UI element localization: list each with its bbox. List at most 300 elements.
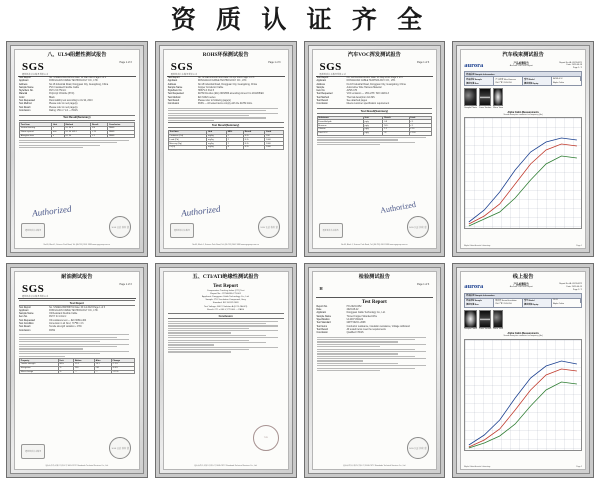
chart-subtitle: Sound absorption coefficient vs frequency (Hz) [503, 113, 543, 116]
header-meta: Page 1 of 3 [417, 282, 430, 286]
info-label: 样品名称 Sample [465, 299, 494, 303]
header-meta: Page 1 of 3 [119, 282, 132, 286]
field-key: Conclusion [316, 332, 328, 335]
report-title: Test Report [361, 299, 387, 305]
field-value: VOC emission — VDA 278 / ISO 12219-3 [346, 93, 389, 96]
header-meta: Page 1 of 3 [268, 61, 281, 64]
sgs-logo: SGS [22, 282, 45, 295]
field-key: Test Result [167, 100, 180, 103]
cell: Formaldehyde [317, 120, 363, 124]
field-key: Item No. [316, 90, 326, 93]
chart-subtitle: Sound absorption coefficient vs frequency (Hz) [503, 335, 543, 338]
field-key: Report No. [316, 305, 328, 308]
body-paragraph [164, 321, 288, 353]
field-value: DONGGUAN CABLE TECHNOLOGY CO., LTD. [49, 309, 99, 312]
sample-images [464, 88, 582, 109]
field-key: Test Report [19, 306, 31, 309]
certificate-card[interactable] [6, 263, 148, 479]
field-key: Color [19, 96, 25, 99]
cell: µg/g [363, 131, 383, 135]
field-key: Address [167, 83, 177, 86]
cell: < 5 [91, 134, 108, 138]
field-value: Oil Resistant Flexible Cable [49, 313, 78, 316]
info-label: 型号 Model [523, 299, 552, 303]
chart-curves [465, 118, 581, 228]
field-key: Date [316, 309, 322, 312]
certificate-caption: 耐油测试报告 [61, 273, 93, 280]
field-key: Address [316, 83, 325, 86]
sample-info-grid [464, 299, 582, 308]
cell: Benzene [317, 124, 363, 128]
column-header: Test Item [168, 130, 207, 134]
field-value: DONGGUAN CABLE TECHNOLOGY CO., LTD. [346, 80, 396, 83]
document-footer [461, 466, 585, 468]
table-row [20, 134, 135, 138]
ul-seal-icon: 通标标准技术服务 [21, 444, 45, 459]
body-line: Result: CTI = 600 V, PTI 600 — PASS [207, 308, 245, 311]
field-value: Dongguan Cable Technology Co., Ltd. [346, 312, 386, 315]
field-key: Test Method [316, 96, 330, 99]
field-key: Test Items [316, 325, 327, 328]
sgs-logo: SGS [22, 61, 45, 73]
footer-left: Alpha Cabin Acoustic Laboratory [464, 244, 491, 247]
body-paragraph [15, 140, 139, 148]
field-key: Specification [316, 319, 330, 322]
column-header: Test Item [20, 123, 52, 127]
field-value: No.18 Industrial Road, Dongguan City, Guangdong, China [197, 83, 257, 86]
document-footer: No.69, Block 1, Science Park Road, Tel: (86-755) 2601 1888 www.sgsgroup.com.cn [43, 243, 111, 246]
cell: µg/g [363, 124, 383, 128]
thumbnail-caption: Cross Section [478, 328, 492, 331]
frame-mat [159, 267, 293, 475]
cell: 2 [227, 138, 244, 142]
certificate-card[interactable] [452, 263, 594, 479]
document-footer: No.69, Block 1, Science Park Road, Tel: (86-755) 2601 1888 www.sgsgroup.com.cn [341, 243, 408, 246]
field-key: Test Result [316, 328, 328, 331]
signature-mark: Authorized [31, 203, 73, 219]
field-value: No.18 Industrial Road, Dongguan City, Guangdong, China [346, 83, 406, 86]
body-line: Comparative Tracking Index (CTI) Test [206, 289, 245, 292]
cell: µg/g [363, 128, 383, 132]
field-key: Test Standard [316, 322, 331, 325]
result-table [19, 122, 135, 138]
field-value: Please refer to following page(s) [197, 100, 231, 103]
field-value: Copper Conductor Cable [197, 86, 224, 89]
field-key: Test Result [19, 326, 31, 329]
conclusion-title: Conclusion [168, 313, 284, 319]
column-header: Unit [58, 359, 74, 363]
sgs-stamp-icon: SGS 认证 检验 章 [258, 216, 280, 238]
document-page [460, 271, 586, 471]
field-value: No. SHAEC2304556701 Date: 09 Jul 2023 Page 1 of 3 [49, 306, 106, 309]
report-title-cn: 产品检测报告 [513, 61, 530, 65]
certificate-card[interactable] [155, 41, 297, 257]
chart-title: Alpha Cabin Measurements [507, 332, 539, 336]
cell: mg/kg [207, 146, 227, 150]
field-key: Test Requested [167, 93, 184, 96]
field-key: Test Report [167, 77, 180, 79]
cell: Cadmium (Cd) [168, 134, 207, 138]
field-value: Polyvinyl Chloride (PVC) [49, 93, 75, 96]
info-label: 测试设备 Equip. [523, 81, 552, 85]
report-date: Date: 2023-06-18 [566, 64, 582, 67]
field-key: Sample Name [19, 313, 34, 316]
cell: PASS [108, 134, 135, 138]
field-value: RVV 2×0.75mm² [49, 90, 67, 93]
field-key: Sample Name [167, 86, 183, 89]
info-value: SI-20 [552, 299, 581, 303]
field-row [164, 103, 288, 106]
field-value: UL1007 AWG22 [346, 319, 364, 322]
certificate-card[interactable] [6, 41, 148, 257]
certificate-card[interactable] [304, 41, 446, 257]
field-value: No.18 Industrial Road, Dongguan City, Guangdong, China [49, 83, 109, 86]
report-label: Test Report [19, 300, 135, 306]
cell: 1000 [265, 146, 283, 150]
cell: < 25 [91, 130, 108, 134]
certificate-caption: 汽车VOC挥发测试报告 [347, 52, 401, 58]
cell: 280 [74, 366, 95, 370]
field-value: PVC Insulated Flexible Cable [49, 86, 79, 89]
frame-mat [456, 45, 590, 253]
chart-curves [465, 340, 581, 450]
cell: ≤ 5 [409, 120, 432, 124]
info-value: 23±2 ℃ / 50% RH [494, 303, 523, 307]
report-subtitle: Acoustic Lab Test Report [509, 64, 533, 67]
cell: 262 [94, 366, 111, 370]
ul-seal-icon: 通标标准技术服务 [319, 223, 343, 238]
field-key: Conclusion [19, 329, 31, 332]
column-header: Result [243, 130, 264, 134]
field-value: Please refer to next page(s). [49, 106, 79, 109]
certificates-grid [0, 38, 600, 484]
field-key: Test Result [316, 100, 328, 103]
field-key: Sample Name [19, 86, 34, 89]
document-header [18, 282, 136, 299]
cell: Mercury (Hg) [168, 142, 207, 146]
document-header [167, 60, 285, 77]
field-value: RVVY 4×1.0mm² [49, 316, 67, 319]
info-label: 样品名称 Sample [465, 77, 494, 81]
cell: N.D. [243, 142, 264, 146]
micro-view-thumbnail [493, 88, 503, 106]
info-label: 测试环境 Env. [465, 303, 494, 307]
info-value: 隔音棉 Sound Insulation [494, 299, 523, 303]
document-page [14, 271, 140, 471]
cell: ≤ 100 [409, 131, 432, 135]
cell: µg/g [363, 120, 383, 124]
field-value: Please refer to next page(s). [49, 103, 79, 106]
body-line: Sample: PVC Insulation Compound, Grey [205, 299, 246, 302]
certificate-card[interactable] [304, 263, 446, 479]
report-title: Test Report [213, 283, 239, 289]
field-value: AVSS 0.5f [346, 90, 358, 93]
signature-mark: Authorized [180, 203, 222, 219]
report-page: Page 2 / 2 [572, 288, 582, 291]
header-meta: Page 1 of 3 [119, 61, 132, 64]
certificate-caption: 五、CTI/ATI绝缘性测试报告 [192, 273, 259, 280]
column-header: Unit [52, 123, 65, 127]
field-value: No. GZHG2302334401 Date: 21 May 2023 Page 1 of 6 [346, 77, 403, 79]
cell: 14.1 [94, 363, 111, 367]
sgs-stamp-icon: SGS 认证 检验 章 [109, 437, 131, 459]
field-key: Conclusion [316, 103, 328, 106]
field-key: Applicant [19, 80, 29, 83]
document-footer: 通标标准技术服务有限公司 SGS-CSTC Standards Technical Services Co., Ltd. [343, 465, 406, 468]
field-value: PASS [49, 329, 56, 332]
frame-mat [10, 267, 144, 475]
cell: s [52, 127, 65, 131]
cell: Flame spread [20, 130, 52, 134]
frame-mat [10, 45, 144, 253]
field-value: DONGGUAN CABLE TECHNOLOGY CO., LTD. [197, 80, 247, 83]
sgs-stamp-icon: SGS 认证 检验 章 [407, 216, 429, 238]
field-value: RoHS Directive (EU) 2015/863 amending Annex II to 2011/65/EU [197, 93, 264, 96]
field-value: H05VV-F 3G1.5 [197, 90, 215, 93]
field-value: IEC 62321 series [197, 96, 216, 99]
frame-mat [159, 45, 293, 253]
footer-right: Page 1 [576, 244, 582, 247]
field-key: Material [19, 93, 28, 96]
body-line: Standard: IEC 60112:2009 [212, 302, 239, 305]
field-key: Conclusion [167, 103, 180, 106]
field-value: Thermal desorption GC-MS [346, 96, 375, 99]
cell: +1.1% [111, 370, 134, 374]
report-date: Date: 2023-06-19 [566, 285, 582, 288]
certificate-caption: 八、UL94阻燃性测试报告 [47, 52, 107, 58]
document-header [461, 60, 585, 70]
absorption-chart [464, 339, 582, 451]
field-row [313, 103, 437, 106]
field-key: Applicant [316, 312, 326, 315]
field-value: No. SHAEC2301234501 Date: 12 Mar 2023 Page 1 of 4 [49, 77, 107, 79]
field-value: Meets customer specification requirement [346, 103, 390, 106]
info-label: 型号 Model [523, 77, 552, 81]
field-value: Conductor resistance, Insulation resistance, Voltage withstand [346, 325, 410, 328]
frame-mat [456, 267, 590, 475]
info-label: 测试设备 Equip. [523, 303, 552, 307]
thumbnail-caption: Micro View [493, 106, 504, 109]
field-key: Applicant [167, 80, 178, 83]
cell: Vertical burning [20, 127, 52, 131]
certificate-caption: ROHS环保测试报告 [202, 52, 249, 58]
cell: mg/kg [207, 134, 227, 138]
report-title [510, 62, 533, 69]
cell: mm [52, 130, 65, 134]
field-key: Test Result [19, 106, 31, 109]
body-line: Test Voltage: 600 V Solution A (0.1% NH4Cl) [203, 305, 248, 308]
info-value: AVSS-0.5f [552, 77, 581, 81]
cell: 2 [227, 134, 244, 138]
field-key: Item No. [19, 316, 28, 319]
cell: 1000 [265, 138, 283, 142]
thumbnail-caption: Cross Section [478, 106, 492, 109]
info-value: Alpha Cabin [553, 303, 564, 306]
cell: 32 [383, 131, 409, 135]
header-meta: Page 1 of 3 [417, 61, 430, 64]
header-meta [559, 62, 582, 71]
field-key: Style/Item No. [167, 90, 183, 93]
cell: Lead (Pb) [168, 138, 207, 142]
field-row [15, 110, 139, 113]
sgs-stamp-icon: SGS 认证 检验 章 [109, 216, 131, 238]
cell: N.D. [383, 124, 409, 128]
field-key: Address [19, 83, 28, 86]
cell: PASS [108, 130, 135, 134]
info-value: 23±2 ℃ / 50% RH [494, 81, 523, 85]
body-paragraph [313, 137, 437, 145]
field-row [15, 330, 139, 333]
cell: s [52, 134, 65, 138]
field-key: Test Requested [19, 100, 35, 103]
certificate-card[interactable] [452, 41, 594, 257]
document-header [316, 282, 434, 298]
field-value: All tested items meet the requirements [346, 328, 386, 331]
thumbnail-caption: Micro View [493, 328, 504, 331]
sample-images [464, 310, 582, 331]
cell: UL 94 [64, 134, 90, 138]
cell: Toluene [317, 128, 363, 132]
aurora-logo: aurora [464, 61, 484, 69]
field-value: 2023-08-22 [346, 309, 359, 312]
column-header: Limit [265, 130, 283, 134]
body-paragraph [15, 334, 139, 357]
ul-seal-icon: 通标标准技术服务 [170, 223, 194, 238]
table-row [317, 131, 432, 135]
result-table [19, 358, 135, 374]
sample-photo-thumbnail [464, 88, 477, 106]
document-page [163, 271, 289, 471]
document-page [163, 49, 289, 249]
cell: -7.2% [111, 363, 134, 367]
field-value: Black [49, 96, 55, 99]
cell: — [94, 370, 111, 374]
sgs-sub-label: 通标标准技术服务有限公司 [319, 74, 346, 76]
cell: 2 [227, 142, 244, 146]
column-header: Method [64, 123, 90, 127]
table-row [168, 146, 283, 150]
footer-right: Page 2 [576, 466, 582, 468]
field-value: HX-2023-0452 [346, 305, 362, 308]
result-section-title: Test Result(Summary) [317, 108, 433, 114]
column-header: Unit [207, 130, 227, 134]
h-logo-letter: H [319, 285, 323, 291]
result-section-title: Test Result(Summary) [168, 122, 284, 128]
cell: N.D. [243, 146, 264, 150]
signature-mark: Authorized [379, 199, 417, 216]
cell: N.D. [243, 134, 264, 138]
column-header: Change [111, 359, 134, 363]
result-table [317, 116, 433, 136]
cell: 1.2 [383, 128, 409, 132]
report-subtitle: Acoustic Lab Test Report [509, 286, 533, 289]
field-row [313, 332, 437, 335]
cell: mg/kg [207, 142, 227, 146]
cell: N.D. [243, 138, 264, 142]
certificate-caption: 线上报告 [512, 273, 534, 280]
field-value: PASS — All tested items comply with the RoHS limits. [197, 103, 253, 106]
report-body [164, 290, 288, 312]
column-header: Result [383, 116, 409, 120]
field-value: Rating: VW-1 / V-0 — PASS [49, 109, 78, 112]
thumbnail-caption: Sample Photo [464, 328, 477, 331]
footer-left: Alpha Cabin Acoustic Laboratory [464, 466, 491, 468]
column-header: MDL [227, 130, 244, 134]
field-value: See attached pages [346, 100, 368, 103]
cell: — [74, 370, 95, 374]
frame-mat [308, 267, 442, 475]
field-key: Test Method [167, 96, 181, 99]
column-header: After [94, 359, 111, 363]
field-value: Automotive Wire Harness Material [346, 86, 382, 89]
sample-info-bar: 样品信息 Sample Information [464, 293, 582, 299]
cell: Afterglow time [20, 134, 52, 138]
document-header [461, 282, 585, 292]
cross-section-thumbnail [479, 88, 491, 106]
field-key: Test Condition [19, 323, 34, 326]
cell: V-0 [91, 127, 108, 131]
result-table [168, 130, 284, 150]
header-meta [559, 283, 582, 292]
sgs-sub-label: 通标标准技术服务有限公司 [22, 295, 49, 298]
cell: 1000 [265, 142, 283, 146]
cell: -6.4% [111, 366, 134, 370]
chart-title: Alpha Cabin Measurements [507, 110, 539, 114]
field-key: Sample [316, 86, 325, 89]
field-value: Tinned Copper Stranded Wire [346, 315, 378, 318]
field-value: Qualified / PASS [346, 332, 364, 335]
cell: Total VOC [317, 131, 363, 135]
ul-seal-icon: 通标标准技术服务 [21, 223, 45, 238]
report-title [510, 283, 533, 290]
report-no: Report No. AL-2023-0872 [559, 283, 582, 285]
cell: % [58, 366, 74, 370]
document-header [316, 60, 434, 77]
absorption-chart [464, 117, 582, 229]
sgs-logo: SGS [170, 61, 194, 73]
field-key: Applicant [316, 80, 326, 83]
field-key: Test Requested [316, 93, 333, 96]
field-key: Style/Item No. [19, 90, 34, 93]
sgs-logo: SGS [319, 61, 342, 73]
column-header: Before [74, 359, 95, 363]
cell: UL 94 VW-1 [64, 130, 90, 134]
column-header: Property [20, 359, 59, 363]
cell: MPa [58, 363, 74, 367]
field-value: Oil resistance test — IEC 60811-404 [49, 319, 87, 322]
tuv-stamp-icon: TUV [253, 425, 279, 451]
info-value: 汽车线束 Wire Harness [494, 77, 523, 81]
document-page [460, 49, 586, 249]
certificate-card[interactable] [155, 263, 297, 479]
column-header: Result [91, 123, 108, 127]
cell: UL 94 V [64, 127, 90, 131]
cell: Cr(VI) [168, 146, 207, 150]
thumbnail-caption: Sample Photo [464, 106, 477, 109]
aurora-logo: aurora [464, 283, 484, 290]
cell: Tensile strength [20, 363, 59, 367]
cell: Elongation [20, 366, 59, 370]
sample-info-grid [464, 77, 582, 86]
cell: Mass change [20, 370, 59, 374]
certificate-caption: 检验测试报告 [358, 273, 390, 280]
column-header: Unit [363, 116, 383, 120]
sample-info-bar: 样品信息 Sample Information [464, 71, 582, 77]
cell: mg/kg [207, 138, 227, 142]
field-value: Immersion in oil No.2, 70 ℃ × 4 h [49, 323, 84, 326]
body-paragraph [313, 337, 437, 371]
field-key: Test Method [19, 103, 32, 106]
